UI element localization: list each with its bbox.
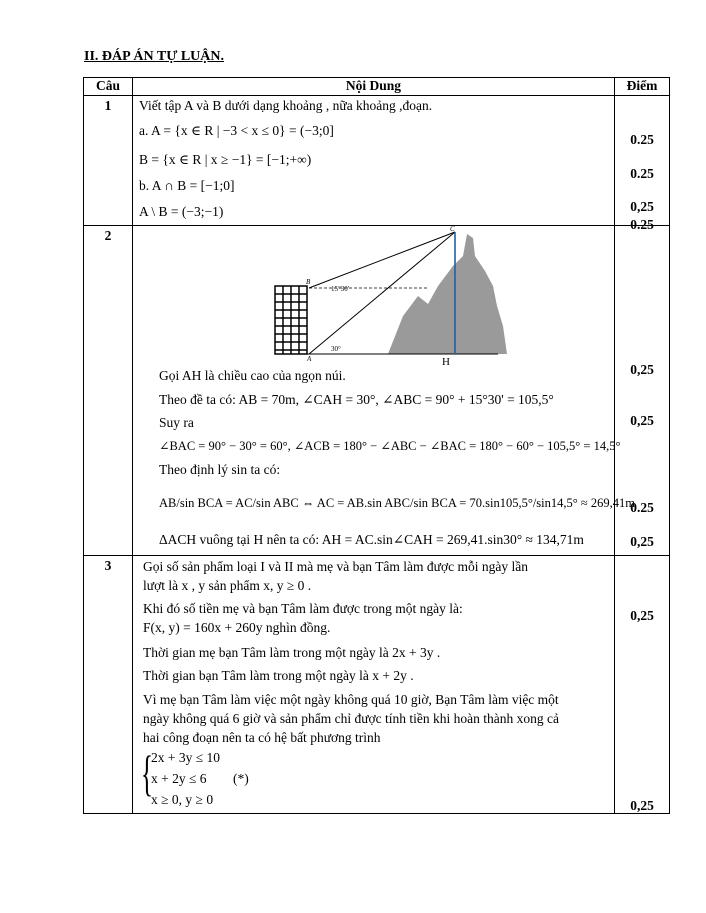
q2-line: Suy ra: [159, 415, 194, 430]
label-H: H: [442, 356, 450, 366]
q2-line: AB/sin BCA = AC/sin ABC ⇔ AC = AB.sin ABC/sin BCA = 70.sin105,5°/sin14,5° ≈ 269,41m: [159, 496, 635, 510]
q2-line: Theo đề ta có: AB = 70m, ∠CAH = 30°, ∠ABC = 90° + 15°30' = 105,5°: [159, 392, 554, 407]
q3-line: F(x, y) = 160x + 260y nghìn đồng.: [143, 620, 331, 635]
answer-table: [83, 77, 670, 814]
header-content: Nội Dung: [133, 78, 615, 96]
table-row: [84, 226, 670, 556]
score-value: 0,25: [630, 199, 654, 214]
q3-line: ngày không quá 6 giờ và sản phẩm chỉ được tính tiền khi hoàn thành xong cả: [143, 711, 560, 726]
score-value: 0.25: [630, 166, 654, 181]
q1-line: A \ B = (−3;−1): [139, 204, 224, 219]
q2-line: Gọi AH là chiều cao của ngọn núi.: [159, 368, 346, 383]
mountain-diagram: [253, 226, 513, 366]
q3-line: Thời gian bạn Tâm làm trong một ngày là x + 2y .: [143, 668, 414, 683]
question-number: 3: [84, 556, 133, 814]
score-value: 0,25: [630, 798, 654, 813]
system-eq: x ≥ 0, y ≥ 0: [151, 792, 214, 807]
score-value: 0,25: [630, 534, 654, 549]
table-header-row: [84, 78, 670, 96]
q2-line: ΔACH vuông tại H nên ta có: AH = AC.sin∠CAH = 269,41.sin30° ≈ 134,71m: [159, 532, 584, 547]
q1-line: B = {x ∈ R | x ≥ −1} = [−1;+∞): [139, 152, 312, 167]
header-question: Câu: [84, 78, 133, 96]
q3-line: lượt là x , y sản phẩm x, y ≥ 0 .: [143, 578, 312, 593]
label-C: C: [450, 226, 455, 233]
answer-content: [133, 556, 615, 814]
table-row: [84, 556, 670, 814]
building-icon: [275, 286, 307, 354]
system-eq: 2x + 3y ≤ 10: [151, 750, 221, 765]
score-value: 0.25: [630, 500, 654, 515]
q1-line: a. A = {x ∈ R | −3 < x ≤ 0} = (−3;0]: [139, 123, 334, 138]
q1-line: Viết tập A và B dưới dạng khoảng , nữa khoảng ,đoạn.: [139, 98, 433, 113]
system-brace-icon: {: [141, 745, 153, 801]
score-value: 0.25: [630, 217, 654, 232]
score-value: 0,25: [630, 362, 654, 377]
header-score: Điểm: [615, 78, 670, 96]
score-value: 0.25: [630, 132, 654, 147]
line-BC: [309, 232, 455, 288]
question-number: 1: [84, 96, 133, 226]
system-eq: x + 2y ≤ 6: [151, 771, 207, 786]
q3-line: Vì mẹ bạn Tâm làm việc một ngày không quá 10 giờ, Bạn Tâm làm việc một: [143, 692, 559, 707]
q1-line: b. A ∩ B = [−1;0]: [139, 178, 235, 193]
score-value: 0,25: [630, 608, 654, 623]
score-cell: [615, 556, 670, 814]
q2-line: Theo định lý sin ta có:: [159, 462, 281, 477]
q3-line: Khi đó số tiền mẹ và bạn Tâm làm được trong một ngày là:: [143, 601, 463, 616]
q2-line: ∠BAC = 90° − 30° = 60°, ∠ACB = 180° − ∠ABC − ∠BAC = 180° − 60° − 105,5° = 14,5°: [159, 439, 621, 453]
mountain-shape: [388, 234, 507, 354]
label-angle-1: 15°30': [331, 285, 350, 293]
q3-line: hai công đoạn nên ta có hệ bất phương trình: [143, 730, 381, 745]
section-heading: II. ĐÁP ÁN TỰ LUẬN.: [84, 49, 225, 64]
score-value: 0,25: [630, 413, 654, 428]
table-row: [84, 96, 670, 226]
question-number: 2: [84, 226, 133, 556]
q3-line: Gọi số sản phẩm loại I và II mà mẹ và bạn Tâm làm được mỗi ngày lần: [143, 559, 528, 574]
answer-content: [133, 226, 635, 556]
label-B: B: [306, 278, 311, 286]
q3-line: Thời gian mẹ bạn Tâm làm trong một ngày là 2x + 3y .: [143, 645, 441, 660]
system-star: (*): [233, 771, 249, 786]
answer-content: [133, 96, 615, 226]
score-cell: [615, 96, 670, 232]
score-cell: [615, 226, 670, 556]
label-angle-2: 30°: [331, 345, 341, 353]
label-A: A: [307, 355, 312, 363]
